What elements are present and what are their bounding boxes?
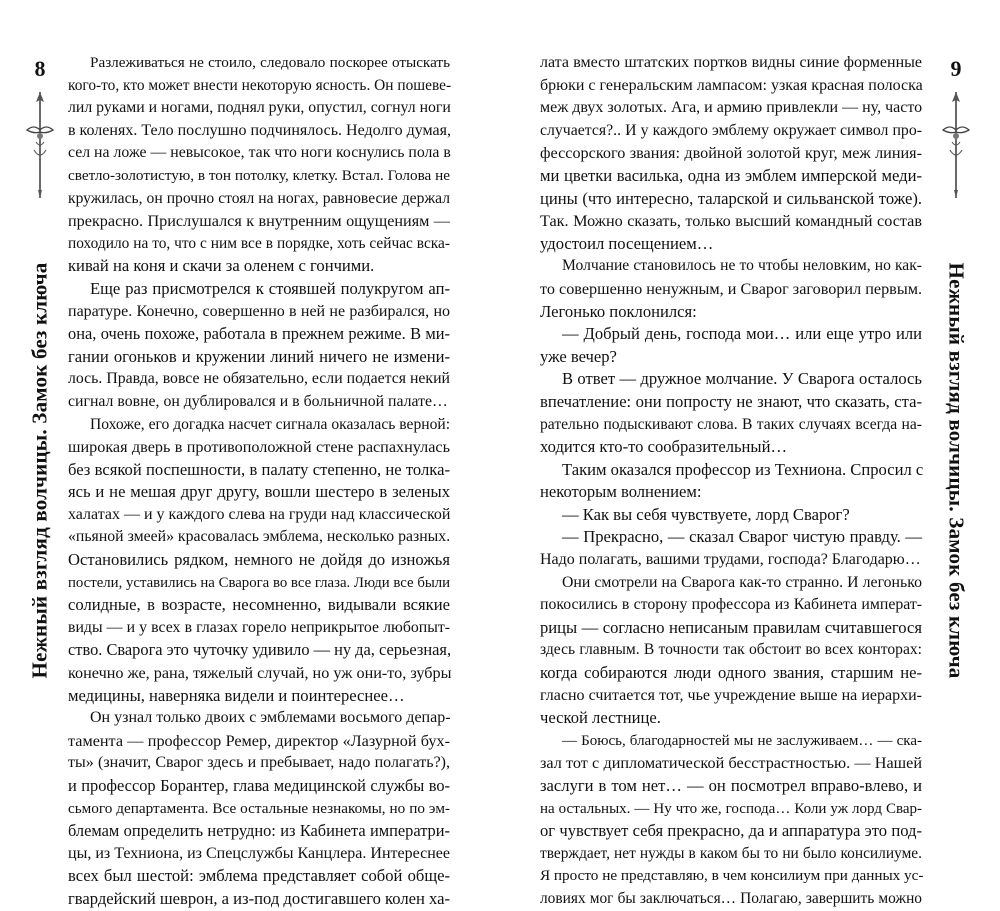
text-line: гании огоньков и кружении линий ничего не измени-: [68, 346, 450, 366]
text-line: халатах — и у каждого слева на груди над классической: [68, 505, 451, 523]
text-line: когда собираются люди одного звания, старшим не-: [540, 663, 922, 683]
text-line: ловиях мог бы заключаться… Полагаю, завершить можно: [540, 889, 922, 907]
text-line: — Добрый день, господа мои… или еще утро или: [562, 324, 922, 344]
text-line: зал тот с дипломатической бесстрастностью. — Нашей: [540, 754, 922, 773]
text-line: В ответ — дружное молчание. У Сварога осталось: [562, 369, 922, 389]
text-line: Таким оказался профессор из Техниона. Спросил с: [562, 459, 924, 479]
text-line: тверждает, нет нужды в каком бы то ни было консилиуме.: [540, 844, 922, 862]
left-margin-column: [22, 52, 58, 712]
body-text: [68, 52, 450, 911]
text-line: «пьяной змеей» красовалась эмблема, несколько разных.: [68, 528, 451, 546]
text-line: ясь и не мешая друг другу, вошли шестеро в зеленых: [68, 482, 450, 502]
text-line: она, очень похоже, работала в прежнем режиме. В ми-: [68, 324, 450, 344]
text-line: меж двух золотых. Ага, и армию привлекли — ну, часто: [540, 99, 923, 117]
text-line: цины (что интересно, таларской и сильванской тоже).: [540, 188, 922, 208]
text-line: удостоил посещением…: [540, 233, 714, 253]
text-line: Он узнал только двоих с эмблемами восьмого депар-: [90, 709, 451, 727]
text-line: Остановились рядком, немного не дойдя до изножья: [68, 550, 450, 570]
text-line: Я просто не представляю, в чем консилиум при данных ус-: [540, 867, 924, 885]
text-line: заслуги в том нет… — он посмотрел вправо-влево, и: [540, 776, 922, 795]
text-line: прекрасно. Прислушался к внутренним ощущениям —: [68, 212, 450, 231]
text-line: Еще раз присмотрелся к стоявшей полукругом ап-: [90, 278, 450, 298]
left-page: [0, 0, 500, 908]
running-title: Нежный взгляд волчицы. Замок без ключа: [27, 262, 52, 678]
text-line: — Как вы себя чувствуете, лорд Сварог?: [562, 504, 850, 524]
text-line: некоторым волнением:: [540, 482, 702, 502]
text-line: случается?.. И у каждого эмблему окружает символ про-: [540, 121, 922, 139]
page-number: 9: [950, 56, 962, 81]
text-line: кого-то, кто может внести некоторую ясность. Он пошеве-: [68, 76, 452, 94]
text-line: медицины, наверняка видели и поинтереснее…: [68, 685, 405, 705]
text-line: уже вечер?: [540, 346, 617, 366]
text-line: ог чувствует себя прекрасно, да и аппаратура это под-: [540, 821, 922, 841]
right-margin-column: [938, 52, 974, 712]
text-line: то совершенно ненужным, и Сварог заговорил первым.: [540, 279, 922, 298]
text-line: конечно же, рана, тяжелый случай, но уж они-то, зубры: [68, 664, 452, 683]
text-line: Легонько поклонился:: [540, 301, 697, 321]
text-line: всех был шестой: эмблема представляет собой обще-: [68, 866, 450, 886]
sword-ornament-icon: [940, 90, 972, 200]
text-line: покосились в сторону профессора из Кабинета императ-: [540, 596, 922, 614]
text-line: лата вместо штатских портков видны синие форменные: [540, 54, 922, 71]
text-line: Они смотрели на Сварога как-то странно. И легонько: [562, 573, 922, 591]
text-line: в коленях. Тело послушно подчинялось. Недолго думая,: [68, 121, 451, 139]
text-line: кружилась, он прочно стоял на ногах, равновесие держал: [68, 189, 450, 207]
text-line: гласно считается тот, чье учреждение выше на иерархи-: [540, 686, 922, 704]
text-line: — Прекрасно, — сказал Сварог чистую правду. —: [562, 527, 922, 547]
text-line: блемам определить нетрудно: из Кабинета императри-: [68, 821, 450, 841]
text-line: Похоже, его догадка насчет сигнала оказалась верной:: [90, 415, 451, 433]
text-line: Разлеживаться не стоило, следовало поскорее отыскать: [90, 54, 450, 71]
sword-ornament-icon: [24, 90, 56, 200]
text-line: солидные, в возрасте, несомненно, видывали всякие: [68, 595, 450, 615]
text-line: Надо полагать, вашими трудами, господа? Благодарю…: [540, 551, 921, 569]
text-line: ты» (значит, Сварог здесь и пребывает, надо полагать?),: [68, 754, 450, 772]
text-line: здесь главным. В точности так обстоит во всех конторах:: [540, 641, 922, 659]
text-line: и профессор Борантер, глава медицинской службы во-: [68, 776, 450, 795]
text-line: рательно подыскивают слова. В таких случаях всегда на-: [540, 415, 922, 433]
text-line: лил руками и ногами, поднял руки, опустил, согнул ноги: [68, 99, 451, 117]
text-line: Молчание становилось не то чтобы неловким, но как-: [562, 257, 922, 275]
text-line: — Боюсь, благодарностей мы не заслуживаем… — ска-: [562, 732, 922, 749]
text-line: виды — и у всех в глазах горело неприкрытое любопыт-: [68, 618, 450, 636]
text-line: брюки с генеральским лампасом: узкая красная полоска: [540, 76, 923, 94]
text-line: ство. Сварога это чуточку удивило — ну да, серьезная,: [68, 640, 452, 660]
text-line: цы, из Техниона, из Спецслужбы Канцлера. Интереснее: [68, 844, 450, 862]
text-line: Так. Можно сказать, только высший командный состав: [540, 212, 922, 231]
text-line: паратуре. Конечно, совершенно в ней не разбирался, но: [68, 302, 450, 320]
text-line: лось. Правда, вовсе не обязательно, если подается некий: [68, 370, 450, 388]
text-line: ходится кто-то сообразительный…: [540, 437, 788, 457]
text-line: впечатление: они попросту не знают, что сказать, ста-: [540, 391, 922, 411]
running-title: Нежный взгляд волчицы. Замок без ключа: [944, 262, 969, 678]
text-line: сигнал вовне, он дублировался и в больничной палате…: [68, 392, 448, 410]
page-number: 8: [34, 56, 46, 81]
text-line: кивай на коня и скачи за оленем с гончими.: [68, 256, 375, 276]
text-line: фессорского звания: двойной золотой круг, меж линия-: [540, 144, 922, 163]
text-line: на остальных. — Ну что же, господа… Коли уж лорд Свар-: [540, 800, 922, 817]
text-line: постели, уставились на Сварога во все глаза. Люди все были: [68, 574, 451, 591]
text-line: гвардейский шеврон, а из-под достигавшего колен ха-: [68, 888, 450, 908]
right-page: [500, 0, 1000, 907]
text-line: ческой лестнице.: [540, 708, 661, 728]
text-line: сьмого департамента. Все остальные незнакомы, но по эм-: [68, 799, 450, 817]
text-line: ми цветки василька, одна из эмблем имперской меди-: [540, 165, 922, 185]
text-line: сел на ложе — невысокое, так что ноги коснулись пола в: [68, 144, 451, 162]
text-line: тамента — профессор Ремер, директор «Лазурной бух-: [68, 731, 450, 750]
body-text: [540, 52, 922, 911]
text-line: без всякой поспешности, в палату степенно, не толка-: [68, 459, 450, 479]
text-line: широкая дверь в противоположной стене распахнулась: [68, 438, 450, 457]
text-line: рицы — согласно неписаным правилам считавшегося: [540, 617, 922, 637]
text-line: походило на то, что с ним все в порядке, хоть сейчас вска-: [68, 234, 450, 252]
text-line: светло-золотистую, в тон потолку, клетку. Встал. Голова не: [68, 166, 450, 184]
